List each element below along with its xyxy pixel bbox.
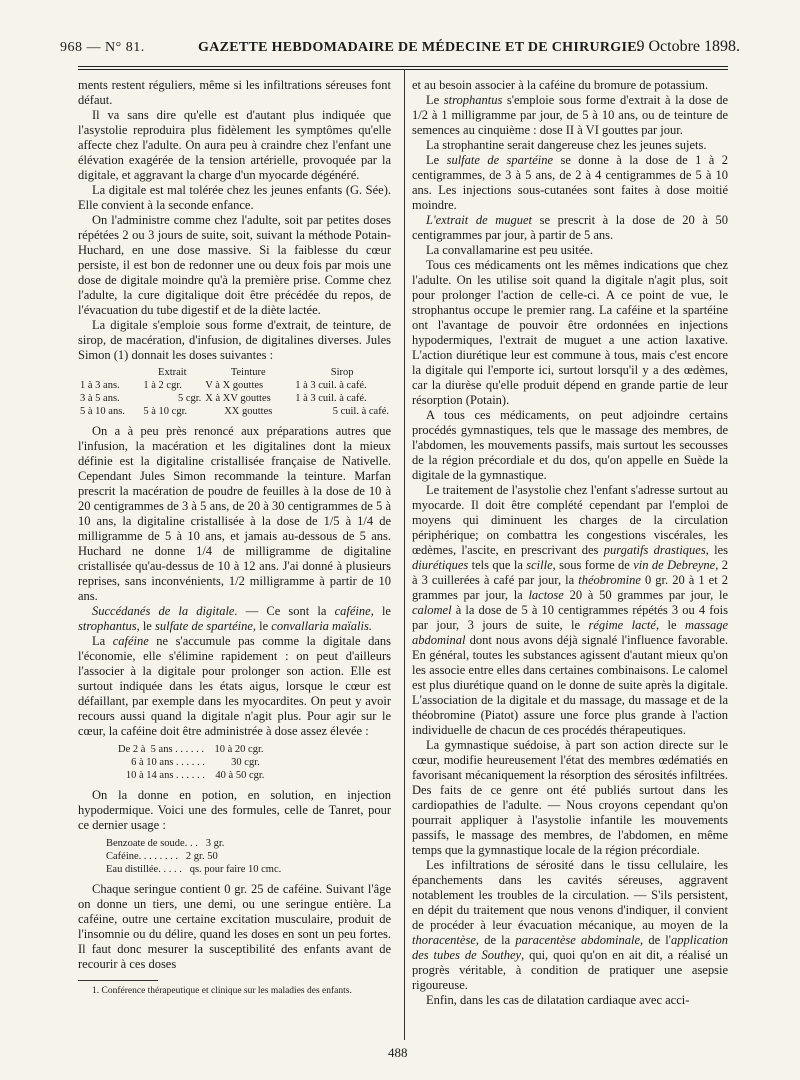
italic-term: diurétiques bbox=[412, 558, 469, 572]
paragraph: Enfin, dans les cas de dilatation cardiaque avec acci- bbox=[426, 993, 690, 1007]
table-cell: X à XV gouttes bbox=[205, 393, 271, 404]
italic-term: thoracentèse bbox=[412, 933, 476, 947]
text-run: , 2 à 3 cuillerées à café par jour, la bbox=[412, 558, 728, 587]
text-run: se donne à la dose de 1 à 2 centigrammes, de 3 à 5 ans, de 2 à 4 centigrammes de 5 à 10 ans. Les injections sous-cutanées sont faites à dose moitié moindre. bbox=[412, 153, 728, 212]
text-run: 20 à 50 grammes par jour, le bbox=[563, 588, 728, 602]
italic-term: caféine bbox=[334, 604, 371, 618]
table-header: Extrait bbox=[158, 367, 187, 378]
table-cell: 1 à 3 ans. bbox=[80, 380, 120, 391]
italic-term: sulfate de spartéine bbox=[446, 153, 554, 167]
paragraph: ments restent réguliers, même si les infiltrations séreuses font défaut. bbox=[78, 78, 391, 107]
formula-line: Caféine. . . . . . . . 2 gr. 50 bbox=[106, 851, 218, 862]
paragraph: Chaque seringue contient 0 gr. 25 de caféine. Suivant l'âge on donne un tiers, une demi, ou une seringue entière. La caféine, outre une certaine excitation musculaire, produit de l'insomnie ou du délire, quand les doses en sont un peu fortes. Il faut donc mesurer la susceptibilité des enfants avant de recourir à ces doses bbox=[78, 882, 391, 971]
paragraph: La digitale est mal tolérée chez les jeunes enfants (G. Sée). Elle convient à la seconde enfance. bbox=[78, 183, 391, 212]
italic-heading: Succédanés de la digitale. bbox=[92, 604, 238, 618]
header-journal-title: GAZETTE HEBDOMADAIRE DE MÉDECINE ET DE CHIRURGIE. bbox=[198, 40, 641, 55]
paragraph: La strophantine serait dangereuse chez les jeunes sujets. bbox=[426, 138, 707, 152]
italic-term: purgatifs drastiques bbox=[603, 543, 706, 557]
table-cell: 5 cgr. bbox=[177, 393, 202, 404]
text-run: , sous forme de bbox=[552, 558, 634, 572]
cafeine-dose-list bbox=[118, 743, 391, 782]
paragraph bbox=[78, 634, 391, 739]
italic-term: lactose bbox=[528, 588, 564, 602]
table-cell: V à X gouttes bbox=[205, 380, 264, 391]
text-run: , le bbox=[655, 618, 685, 632]
italic-term: paracentèse abdominale bbox=[515, 933, 640, 947]
table-row bbox=[78, 392, 391, 405]
paragraph bbox=[412, 483, 728, 738]
right-column bbox=[412, 78, 728, 1008]
text-run: La bbox=[92, 634, 113, 648]
text-run: Le traitement de l'asystolie chez l'enfant s'adresse surtout au myocarde. Il doit être complété cependant par l'emploi de moyens qui diminuent les charges de la circulation périphérique; on combattra les congestions viscérales, les œdèmes, l'ascite, en prescrivant des bbox=[412, 483, 728, 557]
text-run: , le bbox=[252, 619, 272, 633]
text-run: Les infiltrations de sérosité dans le tissu cellulaire, les épanchements dans les cavités séreuses, aggravent notablement les troubles de la circulation. — S'ils persistent, en dépit du traitement que nous venons d'indiquer, il convient de procéder à leur évacuation mécanique, au moyen de la bbox=[412, 858, 728, 932]
header-rule-top bbox=[78, 66, 728, 67]
paragraph: La gymnastique suédoise, à part son action directe sur le cœur, modifie heureusement l'état des membres œdématiés en favorisant mécaniquement la résorption des sérosités infiltrées. Des faits de ce genre ont été publiés surtout dans les cardiopathies de l'adulte. — Nous croyons cependant qu'on pourrait appliquer à l'asystolie infantile les mouvements passifs, le massage des membres, de l'abdomen, en même temps que la gymnastique locale de la région précordiale. bbox=[412, 738, 728, 857]
text-run: tels que la bbox=[468, 558, 527, 572]
text-run: se prescrit à la dose de 20 à 50 centigrammes par jour, à partir de 5 ans. bbox=[412, 213, 728, 242]
tanret-formula bbox=[106, 837, 391, 876]
table-header-row bbox=[78, 366, 391, 379]
table-row bbox=[78, 379, 391, 392]
paragraph: La digitale s'emploie sous forme d'extrait, de teinture, de sirop, de macération, d'infusion, de digitalines diverses. Jules Simon (1) donnait les doses suivantes : bbox=[78, 318, 391, 362]
text-run: , le bbox=[136, 619, 155, 633]
italic-term: scille bbox=[526, 558, 553, 572]
italic-term: théobromine bbox=[578, 573, 641, 587]
header-date: 9 Octobre 1898. bbox=[636, 38, 740, 55]
text-run: , le bbox=[370, 604, 391, 618]
header-page-issue: 968 — N° 81. bbox=[60, 40, 145, 55]
digitale-dose-table bbox=[78, 366, 391, 418]
footnote: 1. Conférence thérapeutique et clinique sur les maladies des enfants. bbox=[92, 986, 352, 996]
text-run: , les bbox=[705, 543, 728, 557]
table-row bbox=[78, 405, 391, 418]
paragraph bbox=[412, 858, 728, 993]
text-run: s'emploie sous forme d'extrait à la dose de 1/2 à 1 milligramme par jour, de 5 à 10 ans, ou de teinture de semences au cinquième : dose II à VI gouttes par jour. bbox=[412, 93, 728, 137]
paragraph: On la donne en potion, en solution, en injection hypodermique. Voici une des formules, celle de Tanret, pour ce dernier usage : bbox=[78, 788, 391, 832]
dose-line: De 2 à 5 ans . . . . . . 10 à 20 cgr. bbox=[118, 744, 264, 755]
table-cell: 3 à 5 ans. bbox=[80, 393, 120, 404]
text-run: ne s'accumule pas comme la digitale dans l'économie, elle s'élimine rapidement : on peut d'ailleurs l'associer à la digitale pour prolonger son action. Elle est surtout indiquée dans les états aigus, lorsque le cœur est défaillant, par exemple dans les myocardites. On peut y avoir recours aussi quand la digitale n'agit plus. Pour agir sur le cœur, la caféine doit être administrée à dose assez élevée : bbox=[78, 634, 391, 738]
footnote-rule bbox=[78, 980, 158, 981]
paragraph: La convallamarine est peu usitée. bbox=[426, 243, 593, 257]
paragraph: et au besoin associer à la caféine du bromure de potassium. bbox=[412, 78, 709, 92]
paragraph: On l'administre comme chez l'adulte, soit par petites doses répétées 2 ou 3 jours de suite, soit, suivant la méthode Potain-Huchard, en une dose massive. Si la faiblesse du cœur persiste, il est bon de redonner une ou deux fois par mois une dose de digitale moindre qu'à la première prise. Comme chez l'adulte, la cure digitalique doit être précédée du repos, de l'évacuation du tube digestif et de la diète lactée. bbox=[78, 213, 391, 317]
table-cell: 1 à 3 cuil. à café. bbox=[295, 380, 367, 391]
paragraph: Il va sans dire qu'elle est d'autant plus indiquée que l'asystolie reproduira plus fidèlement les symptômes qu'elle affecte chez l'adulte. On aura peu à craindre chez l'enfant une élévation exagérée de la tension artérielle, provoquée par la digitale, et aggravant la charge d'un myocarde dégénéré. bbox=[78, 108, 391, 182]
italic-term: L'extrait de muguet bbox=[426, 213, 533, 227]
paragraph: Tous ces médicaments ont les mêmes indications que chez l'adulte. On les utilise soit quand la digitale n'agit plus, soit pour prolonger l'action de celle-ci. A ce point de vue, le strophantus occupe le premier rang. La caféine et la spartéine ont l'avantage de pouvoir être ordonnées en injections hypodermiques, l'extrait de muguet a une action laxative. L'action diurétique leur est commune à tous, mais c'est encore la digitale qui l'emporte ici, surtout lorsqu'il y a des œdèmes, car la diurèse qu'elle produit dépend en grande partie de leur résorption (Potain). bbox=[412, 258, 728, 407]
italic-term: application des tubes de Southey bbox=[412, 933, 728, 962]
italic-term: régime lacté bbox=[588, 618, 656, 632]
table-cell: 1 à 3 cuil. à café. bbox=[295, 393, 367, 404]
paragraph: On a à peu près renoncé aux préparations autres que l'infusion, la macération et les digitalines dont la mieux définie est la digitaline cristallisée française de Nativelle. Cependant Jules Simon recommande la teinture. Marfan prescrit la macération de poudre de feuilles à la dose de 10 à 20 centigrammes de 3 à 5 ans, de 20 à 30 centigrammes de 5 à 10 ans, la digitaline cristallisée à la dose de 1/5 à 1/4 de milligramme de 5 à 10 ans, et jamais au-dessous de 5 ans. Huchard ne donne 1/4 de milligramme de digitaline cristallisée qu'au-dessus de 10 à 12 ans. J'ai donné à plusieurs reprises, sans inconvénients, 1/2 milligramme à partir de 10 ans. bbox=[78, 424, 391, 603]
italic-term: convallaria maïalis. bbox=[271, 619, 372, 633]
text-run: à la dose de 5 à 10 centigrammes répétés 3 ou 4 fois par jour, 3 jours de suite, le bbox=[412, 603, 728, 632]
left-column bbox=[78, 78, 391, 997]
page-number: 488 bbox=[388, 1045, 408, 1060]
text-run: , qui, quoi qu'on en ait dit, a réalisé un progrès véritable, à condition de pratiquer une asepsie rigoureuse. bbox=[412, 948, 728, 992]
text-run: dont nous avons déjà signalé l'influence favorable. En général, toutes les substances agissent d'autant mieux qu'on les associe entre elles dans certaines combinaisons. Le calomel est plus diurétique quand on le donne de suite après la digitale. L'association de la digitale et du massage, du massage et de la théobromine (Piatot) assure une force plus grande à l'action individuelle de chacun de ces procédés thérapeutiques. bbox=[412, 633, 728, 737]
paragraph bbox=[412, 93, 728, 138]
table-header-age bbox=[78, 366, 141, 379]
paragraph bbox=[412, 153, 728, 213]
column-divider bbox=[404, 70, 405, 1040]
italic-term: strophantus bbox=[443, 93, 503, 107]
dose-line: 6 à 10 ans . . . . . . 30 cgr. bbox=[118, 757, 260, 768]
formula-line: Benzoate de soude. . . 3 gr. bbox=[106, 838, 225, 849]
italic-term: vin de Debreyne bbox=[633, 558, 716, 572]
formula-line: Eau distillée. . . . . qs. pour faire 10 cmc. bbox=[106, 864, 282, 875]
text-run: 0 gr. 20 à 1 et 2 grammes par jour, la bbox=[412, 573, 728, 602]
text-run: , de la bbox=[475, 933, 516, 947]
dose-line: 10 à 14 ans . . . . . . 40 à 50 cgr. bbox=[118, 770, 265, 781]
text-run: — Ce sont la bbox=[237, 604, 335, 618]
running-header bbox=[60, 36, 740, 56]
italic-term: strophantus bbox=[78, 619, 137, 633]
paragraph: A tous ces médicaments, on peut adjoindre certains procédés gymnastiques, tels que le massage des membres, de l'abdomen, les mouvements passifs, mais surtout les secousses de la région précordiale et du dos, qu'on appelle en Suède la digitale de la gymnastique. bbox=[412, 408, 728, 482]
table-cell: 5 cuil. à café. bbox=[332, 406, 389, 417]
table-cell: 5 à 10 ans. bbox=[80, 406, 125, 417]
text-run: , de l' bbox=[640, 933, 672, 947]
table-header: Sirop bbox=[330, 367, 354, 378]
italic-term: massage abdominal bbox=[412, 618, 728, 647]
paragraph bbox=[78, 604, 391, 634]
text-run: Le bbox=[426, 153, 447, 167]
italic-term: sulfate de spartéine bbox=[154, 619, 253, 633]
italic-term: caféine bbox=[112, 634, 149, 648]
table-cell: 1 à 2 cgr. bbox=[143, 380, 182, 391]
table-cell: XX gouttes bbox=[224, 406, 273, 417]
paragraph bbox=[412, 213, 728, 243]
table-cell: 5 à 10 cgr. bbox=[143, 406, 188, 417]
italic-term: calomel bbox=[412, 603, 452, 617]
table-header: Teinture bbox=[230, 367, 266, 378]
text-run: Le bbox=[426, 93, 444, 107]
header-rule-bottom bbox=[78, 69, 728, 70]
